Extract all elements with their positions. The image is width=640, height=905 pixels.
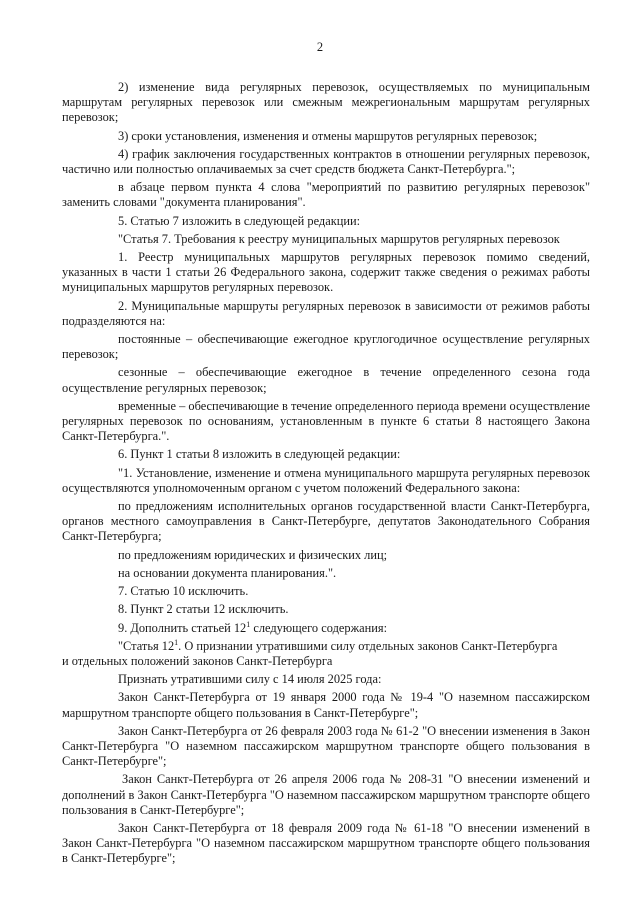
document-body xyxy=(62,80,590,867)
repealed-law-2006: Закон Санкт-Петербурга от 26 апреля 2006 года № 208-31 "О внесении изменений и дополнений в Закон Санкт-Петербурга "О наземном пассажирском маршрутном транспорте общего пользования в Санкт-Петербурге"; xyxy=(62,772,590,817)
paragraph-item-2: 2) изменение вида регулярных перевозок, осуществляемых по муниципальным маршрутам регулярных перевозок или смежным межрегиональным маршрутам регулярных перевозок; xyxy=(62,80,590,125)
repealed-law-2003: Закон Санкт-Петербурга от 26 февраля 2003 года № 61-2 "О внесении изменения в Закон Санкт-Петербурга "О наземном пассажирском маршрутном транспорте общего пользования в Санкт-Петербурге"; xyxy=(62,723,590,769)
paragraph-point-5: 5. Статью 7 изложить в следующей редакции: xyxy=(118,213,361,228)
paragraph-point-9: 9. Дополнить статьей $12^1$ следующего содержания: xyxy=(118,619,388,635)
page-number: 2 xyxy=(316,40,324,54)
proposals-authorities: по предложениям исполнительных органов государственной власти Санкт-Петербурга, органов местного самоуправления в Санкт-Петербурге, депутатов Законодательного Собрания Санкт-Петербурга; xyxy=(62,499,590,544)
planning-document: на основании документа планирования.". xyxy=(118,565,337,580)
paragraph-replace-words: в абзаце первом пункта 4 слова "мероприятий по развитию регулярных перевозок" заменить словами "документа планирования". xyxy=(62,180,590,210)
article-7-heading: "Статья 7. Требования к реестру муниципальных маршрутов регулярных перевозок xyxy=(118,231,560,246)
paragraph-item-4: 4) график заключения государственных контрактов в отношении регулярных перевозок, частично или полностью оплачиваемых за счет средств бюджета Санкт-Петербурга."; xyxy=(62,146,590,177)
article-7-part-2: 2. Муниципальные маршруты регулярных перевозок в зависимости от режимов работы подразделяются на: xyxy=(62,298,590,328)
article-8-point-1: "1. Установление, изменение и отмена муниципального маршрута регулярных перевозок осуществляются уполномоченным органом с учетом положений Федерального закона: xyxy=(62,465,590,495)
repealed-law-2009: Закон Санкт-Петербурга от 18 февраля 2009 года № 61-18 "О внесении изменений в Закон Санкт-Петербурга "О наземном пассажирском маршрутном транспорте общего пользования в Санкт-Петербурге"; xyxy=(62,820,590,866)
article-12-1-heading: "Статья $12^1$. О признании утратившими силу отдельных законов Санкт-Петербурга xyxy=(118,637,558,653)
repealed-law-2000: Закон Санкт-Петербурга от 19 января 2000 года № 19-4 "О наземном пассажирском маршрутном транспорте общего пользования в Санкт-Петербурге"; xyxy=(62,690,590,720)
paragraph-item-3: 3) сроки установления, изменения и отмены маршрутов регулярных перевозок; xyxy=(118,128,538,143)
article-7-part-1: 1. Реестр муниципальных маршрутов регулярных перевозок помимо сведений, указанных в части 1 статьи 26 Федерального закона, содержит также сведения о режимах работы муниципальных маршрутов регулярных перевозок. xyxy=(62,250,590,295)
proposals-persons: по предложениям юридических и физических лиц; xyxy=(118,547,388,562)
paragraph-point-8: 8. Пункт 2 статьи 12 исключить. xyxy=(118,602,289,617)
route-mode-permanent: постоянные – обеспечивающие ежегодное круглогодичное осуществление регулярных перевозок; xyxy=(62,332,590,362)
repeal-intro: Признать утратившими силу с 14 июля 2025 года: xyxy=(118,672,382,687)
article-12-1-heading-line2: и отдельных положений законов Санкт-Петербурга xyxy=(62,653,333,668)
paragraph-point-6: 6. Пункт 1 статьи 8 изложить в следующей редакции: xyxy=(118,447,401,462)
route-mode-temporary: временные – обеспечивающие в течение определенного периода времени осуществление регулярных перевозок по основаниям, установленным в пункте 6 статьи 8 настоящего Закона Санкт-Петербурга.". xyxy=(62,398,590,444)
route-mode-seasonal: сезонные – обеспечивающие ежегодное в течение определенного сезона года осуществление регулярных перевозок; xyxy=(62,365,590,395)
paragraph-point-7: 7. Статью 10 исключить. xyxy=(118,584,249,599)
